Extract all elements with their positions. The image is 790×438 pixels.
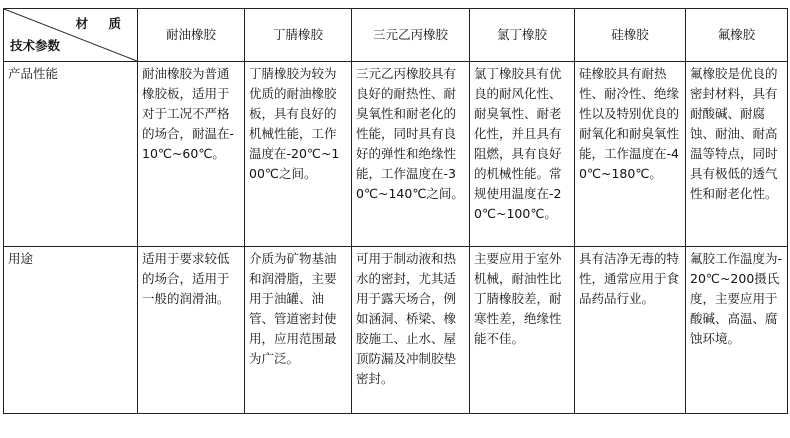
table-cell: 氯丁橡胶具有优良的耐风化性、耐臭氧性、耐老化性，并且具有阻燃，具有良好的机械性能。常规使用温度在-20℃~100℃。 <box>470 62 575 247</box>
row-label-usage: 用途 <box>4 247 138 414</box>
header-material-silicone: 硅橡胶 <box>575 9 686 62</box>
row-label-performance: 产品性能 <box>4 62 138 247</box>
header-material-epdm: 三元乙丙橡胶 <box>352 9 470 62</box>
header-material-nbr: 丁腈橡胶 <box>245 9 352 62</box>
table-cell: 氟橡胶是优良的密封材料，具有耐酸碱、耐腐蚀、耐油、耐高温等特点，同时具有极低的透气性和耐老化性。 <box>686 62 788 247</box>
rubber-comparison-table <box>3 8 788 414</box>
table-row-performance <box>4 62 788 247</box>
table-cell: 具有洁净无毒的特性，通常应用于食品药品行业。 <box>575 247 686 414</box>
header-row <box>4 9 788 62</box>
table-row-usage <box>4 247 788 414</box>
table-cell: 适用于要求较低的场合，适用于一般的润滑油。 <box>138 247 245 414</box>
table-cell: 介质为矿物基油和润滑脂，主要用于油罐、油管、管道密封使用，应用范围最为广泛。 <box>245 247 352 414</box>
table-cell: 氟胶工作温度为-20℃~200摄氏度，主要应用于酸碱、高温、腐蚀环境。 <box>686 247 788 414</box>
corner-label-material: 材 质 <box>75 16 129 31</box>
table-cell: 丁腈橡胶为较为优质的耐油橡胶板，具有良好的机械性能，工作温度在-20℃~100℃之间。 <box>245 62 352 247</box>
corner-label-tech-params: 技术参数 <box>10 38 61 53</box>
table-cell: 主要应用于室外机械，耐油性比丁腈橡胶差，耐寒性差，绝缘性能不佳。 <box>470 247 575 414</box>
table-cell: 可用于制动液和热水的密封，尤其适用于露天场合，例如涵洞、桥梁、橡胶施工、止水、屋顶防漏及冲制胶垫密封。 <box>352 247 470 414</box>
header-material-neoprene: 氯丁橡胶 <box>470 9 575 62</box>
header-material-oil-resistant: 耐油橡胶 <box>138 9 245 62</box>
table-cell: 三元乙丙橡胶具有良好的耐热性、耐臭氧性和耐老化的性能，同时具有良好的弹性和绝缘性能，工作温度在-30℃~140℃之间。 <box>352 62 470 247</box>
table-cell: 硅橡胶具有耐热性、耐冷性、绝缘性以及特别优良的耐氧化和耐臭氧性能，工作温度在-40℃~180℃。 <box>575 62 686 247</box>
header-material-fluoro: 氟橡胶 <box>686 9 788 62</box>
table-cell: 耐油橡胶为普通橡胶板，适用于对于工况不严格的场合，耐温在-10℃~60℃。 <box>138 62 245 247</box>
corner-header-cell <box>4 9 138 62</box>
